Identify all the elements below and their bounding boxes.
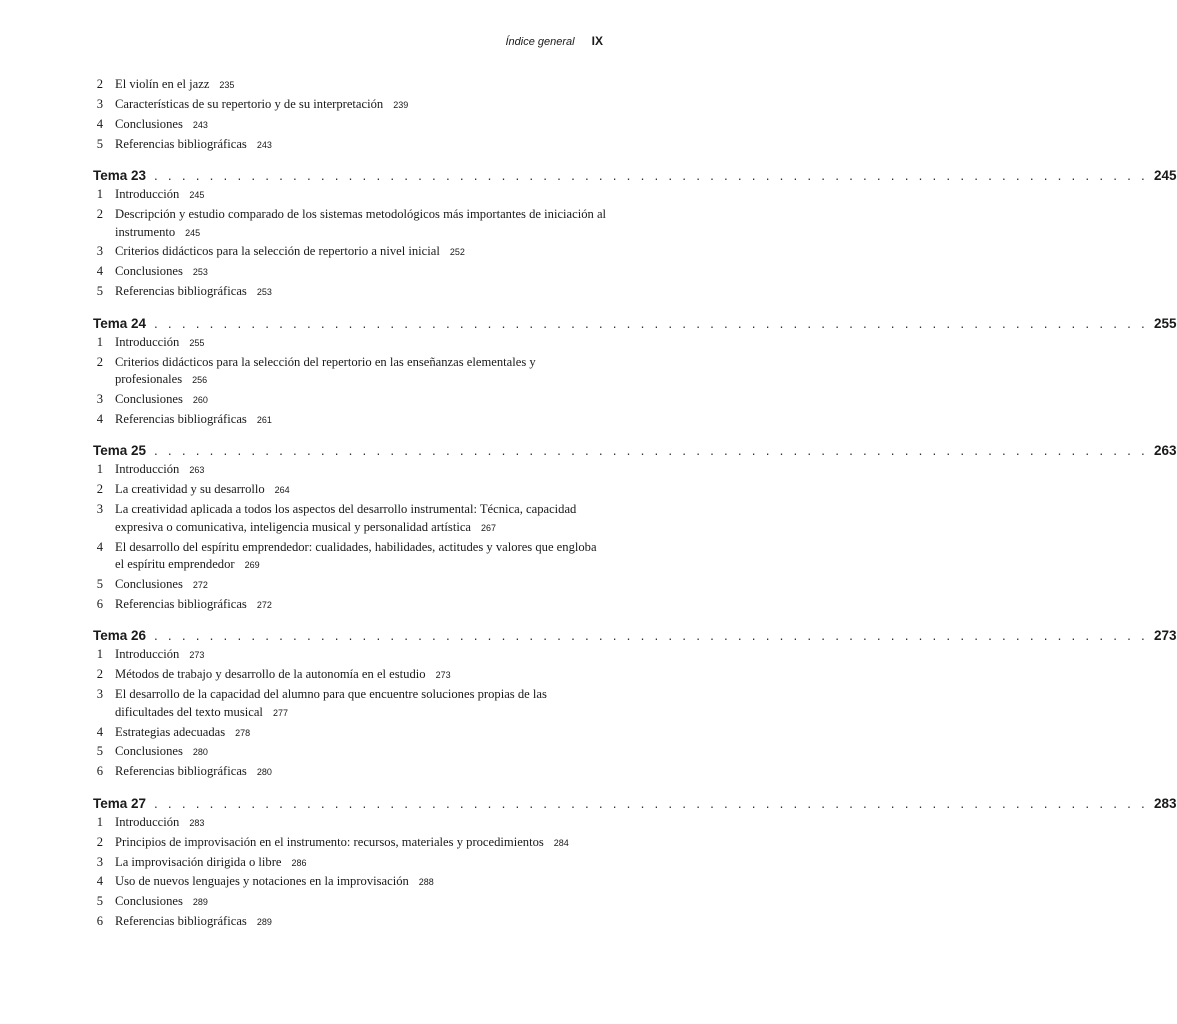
toc-entry[interactable] [93, 724, 607, 743]
tema-heading[interactable] [93, 628, 1177, 644]
dot-leader: . . . . . . . . . . . . . . . . . . . . . . . . . . . . . . . . . . . . . . . . . . . . . . . . . . . . . . . . . . . . . . . . . . . . . . . . [154, 795, 1148, 811]
entry-wrapper [115, 763, 607, 782]
entry-wrapper [115, 411, 607, 430]
entry-page-number: 264 [274, 485, 290, 496]
toc-entry[interactable] [93, 263, 607, 282]
toc-entry[interactable] [93, 873, 607, 892]
entry-title: Conclusiones [115, 744, 183, 759]
dot-leader: . . . . . . . . . . . . . . . . . . . . . . . . . . . . . . . . . . . . . . . . . . . . . . . . . . . . . . . . . . . . . . . . . . . . . . . . [154, 315, 1148, 331]
entry-title: Conclusiones [115, 894, 183, 909]
toc-section [93, 443, 1177, 614]
entry-wrapper [115, 913, 607, 932]
entry-wrapper [115, 76, 607, 95]
entry-title: Referencias bibliográficas [115, 764, 247, 779]
toc-section [93, 168, 1177, 302]
entry-page-number: 252 [449, 247, 465, 258]
page-number: IX [591, 34, 603, 48]
running-head-label: Índice general [505, 36, 575, 48]
entry-title: Criterios didácticos para la selección del repertorio en las enseñanzas elementales y profesionales [115, 354, 536, 387]
entry-title: Referencias bibliográficas [115, 596, 247, 611]
entry-title: Introducción [115, 334, 180, 349]
entry-number: 2 [96, 482, 103, 497]
entry-page-number: 273 [189, 650, 205, 661]
entry-page-number: 256 [192, 375, 208, 386]
toc-entry[interactable] [93, 666, 607, 685]
tema-page-number: 263 [1154, 443, 1177, 459]
entry-page-number: 253 [192, 267, 208, 278]
tema-title: Tema 26 [93, 628, 147, 644]
toc-entry[interactable] [93, 76, 607, 95]
toc-section [93, 628, 1177, 781]
tema-heading[interactable] [93, 168, 1177, 184]
entry-number: 5 [96, 576, 103, 591]
entry-page-number: 283 [189, 817, 205, 828]
toc-entry[interactable] [93, 243, 607, 262]
entry-title: Conclusiones [115, 576, 183, 591]
entry-wrapper [115, 814, 607, 833]
entry-number: 1 [96, 462, 103, 477]
entry-wrapper [115, 96, 607, 115]
entry-page-number: 273 [435, 670, 451, 681]
entry-number: 1 [96, 334, 103, 349]
entry-wrapper [115, 354, 607, 390]
entry-page-number: 239 [393, 99, 409, 110]
tema-page-number: 273 [1154, 628, 1177, 644]
entry-page-number: 272 [256, 599, 272, 610]
entry-number: 4 [96, 411, 103, 426]
entry-number: 1 [96, 187, 103, 202]
entry-wrapper [115, 334, 607, 353]
entry-page-number: 269 [244, 560, 260, 571]
dot-leader: . . . . . . . . . . . . . . . . . . . . . . . . . . . . . . . . . . . . . . . . . . . . . . . . . . . . . . . . . . . . . . . . . . . . . . . . [154, 168, 1148, 184]
tema-page-number: 245 [1154, 168, 1177, 184]
entry-page-number: 272 [192, 579, 208, 590]
entry-title: Características de su repertorio y de su interpretación [115, 96, 384, 111]
entry-page-number: 284 [553, 837, 569, 848]
toc-section [93, 795, 1177, 932]
entry-page-number: 243 [256, 139, 272, 150]
toc-entry[interactable] [93, 334, 607, 353]
entry-title: El desarrollo de la capacidad del alumno para que encuentre soluciones propias de las dificultades del texto musical [115, 687, 547, 719]
toc-entry[interactable] [93, 646, 607, 665]
entry-title: Descripción y estudio comparado de los sistemas metodológicos más importantes de iniciación al instrumento [115, 207, 607, 239]
toc-entry[interactable] [93, 136, 607, 155]
entry-title: Introducción [115, 814, 180, 829]
entry-title: La creatividad y su desarrollo [115, 482, 265, 497]
entry-wrapper [115, 596, 607, 615]
entry-title: Introducción [115, 187, 180, 202]
entry-number: 1 [96, 814, 103, 829]
entry-number: 3 [96, 687, 103, 702]
dot-leader: . . . . . . . . . . . . . . . . . . . . . . . . . . . . . . . . . . . . . . . . . . . . . . . . . . . . . . . . . . . . . . . . . . . . . . . . [154, 443, 1148, 459]
toc-entry[interactable] [93, 539, 607, 575]
entry-number: 3 [96, 854, 103, 869]
entry-number: 5 [96, 284, 103, 299]
entry-number: 4 [96, 874, 103, 889]
entry-title: Introducción [115, 647, 180, 662]
entry-wrapper [115, 873, 607, 892]
entry-number: 3 [96, 244, 103, 259]
toc-entry[interactable] [93, 596, 607, 615]
entry-title: Métodos de trabajo y desarrollo de la autonomía en el estudio [115, 667, 426, 682]
entry-number: 1 [96, 647, 103, 662]
entry-title: Conclusiones [115, 116, 183, 131]
entry-title: Referencias bibliográficas [115, 914, 247, 929]
entry-wrapper [115, 854, 607, 873]
tema-page-number: 255 [1154, 315, 1177, 331]
entry-page-number: 261 [256, 414, 272, 425]
toc-entry[interactable] [93, 576, 607, 595]
entry-title: Uso de nuevos lenguajes y notaciones en la improvisación [115, 874, 409, 889]
entry-page-number: 253 [256, 287, 272, 298]
entry-page-number: 277 [272, 707, 288, 718]
entry-wrapper [115, 501, 607, 537]
toc-section [93, 76, 607, 154]
entry-title: El desarrollo del espíritu emprendedor: cualidades, habilidades, actitudes y valores que engloba el espíritu emprendedor [115, 539, 597, 572]
entry-wrapper [115, 136, 607, 155]
entry-page-number: 235 [219, 80, 235, 90]
toc-entry[interactable] [93, 96, 607, 115]
entry-title: La improvisación dirigida o libre [115, 854, 282, 869]
entry-page-number: 263 [189, 465, 205, 476]
entry-title: Criterios didácticos para la selección de repertorio a nivel inicial [115, 244, 440, 259]
entry-page-number: 245 [185, 227, 201, 238]
toc-entry[interactable] [93, 501, 607, 537]
tema-title: Tema 27 [93, 795, 147, 811]
toc-entry[interactable] [93, 354, 607, 390]
entry-wrapper [115, 539, 607, 575]
entry-title: Introducción [115, 462, 180, 477]
entry-title: La creatividad aplicada a todos los aspectos del desarrollo instrumental: Técnica, capacidad expresiva o comunicativa, inteligencia musical y personalidad artística [115, 502, 577, 534]
entry-number: 4 [96, 116, 103, 131]
entry-title: Referencias bibliográficas [115, 411, 247, 426]
entry-title: El violín en el jazz [115, 77, 210, 91]
entry-wrapper [115, 646, 607, 665]
entry-wrapper [115, 893, 607, 912]
entry-wrapper [115, 834, 607, 853]
tema-title: Tema 25 [93, 443, 147, 459]
entry-page-number: 243 [192, 119, 208, 130]
toc-entry[interactable] [93, 186, 607, 205]
entry-page-number: 289 [192, 897, 208, 908]
toc-section [93, 315, 1177, 430]
entry-wrapper [115, 206, 607, 242]
toc-entry[interactable] [93, 116, 607, 135]
entry-number: 6 [96, 914, 103, 929]
entry-title: Referencias bibliográficas [115, 284, 247, 299]
entry-wrapper [115, 461, 607, 480]
entry-number: 4 [96, 539, 103, 554]
entry-page-number: 286 [291, 857, 307, 868]
entry-number: 3 [96, 392, 103, 407]
toc-entry[interactable] [93, 461, 607, 480]
toc-entry[interactable] [93, 391, 607, 410]
entry-wrapper [115, 263, 607, 282]
entry-wrapper [115, 391, 607, 410]
tema-title: Tema 24 [93, 315, 147, 331]
entry-number: 6 [96, 596, 103, 611]
entry-page-number: 280 [192, 747, 208, 758]
tema-heading[interactable] [93, 795, 1177, 811]
toc-entry[interactable] [93, 834, 607, 853]
entry-title: Estrategias adecuadas [115, 724, 226, 739]
entry-number: 2 [96, 667, 103, 682]
entry-page-number: 260 [192, 395, 208, 406]
toc-entry[interactable] [93, 763, 607, 782]
entry-number: 4 [96, 264, 103, 279]
toc-entry[interactable] [93, 481, 607, 500]
toc-entry[interactable] [93, 411, 607, 430]
tema-title: Tema 23 [93, 168, 147, 184]
toc-entry[interactable] [93, 854, 607, 873]
toc-entry[interactable] [93, 814, 607, 833]
entry-wrapper [115, 283, 607, 302]
entry-number: 3 [96, 96, 103, 111]
entry-page-number: 289 [256, 917, 272, 928]
toc-entry[interactable] [93, 913, 607, 932]
entry-number: 2 [96, 207, 103, 222]
entry-number: 2 [96, 834, 103, 849]
toc-entry[interactable] [93, 893, 607, 912]
toc-entry[interactable] [93, 743, 607, 762]
entry-page-number: 288 [418, 877, 434, 888]
entry-title: Conclusiones [115, 264, 183, 279]
entry-wrapper [115, 724, 607, 743]
table-of-contents [93, 76, 1177, 933]
dot-leader: . . . . . . . . . . . . . . . . . . . . . . . . . . . . . . . . . . . . . . . . . . . . . . . . . . . . . . . . . . . . . . . . . . . . . . . . [154, 628, 1148, 644]
entry-wrapper [115, 743, 607, 762]
tema-heading[interactable] [93, 443, 1177, 459]
entry-wrapper [115, 186, 607, 205]
entry-number: 5 [96, 136, 103, 151]
entry-number: 2 [96, 354, 103, 369]
entry-wrapper [115, 576, 607, 595]
entry-number: 6 [96, 764, 103, 779]
entry-page-number: 278 [235, 727, 251, 738]
entry-page-number: 245 [189, 190, 205, 201]
entry-number: 4 [96, 724, 103, 739]
entry-title: Conclusiones [115, 392, 183, 407]
entry-number: 5 [96, 894, 103, 909]
tema-heading[interactable] [93, 315, 1177, 331]
toc-entry[interactable] [93, 283, 607, 302]
entry-wrapper [115, 666, 607, 685]
running-head [505, 34, 603, 48]
entry-wrapper [115, 116, 607, 135]
toc-entry[interactable] [93, 206, 607, 242]
entry-wrapper [115, 243, 607, 262]
toc-entry[interactable] [93, 686, 607, 722]
entry-page-number: 267 [481, 522, 497, 533]
entry-number: 2 [96, 77, 103, 91]
entry-page-number: 255 [189, 337, 205, 348]
entry-wrapper [115, 686, 607, 722]
entry-page-number: 280 [256, 767, 272, 778]
entry-number: 5 [96, 744, 103, 759]
entry-title: Principios de improvisación en el instrumento: recursos, materiales y procedimientos [115, 834, 544, 849]
entry-wrapper [115, 481, 607, 500]
entry-title: Referencias bibliográficas [115, 136, 247, 151]
tema-page-number: 283 [1154, 795, 1177, 811]
entry-number: 3 [96, 502, 103, 517]
